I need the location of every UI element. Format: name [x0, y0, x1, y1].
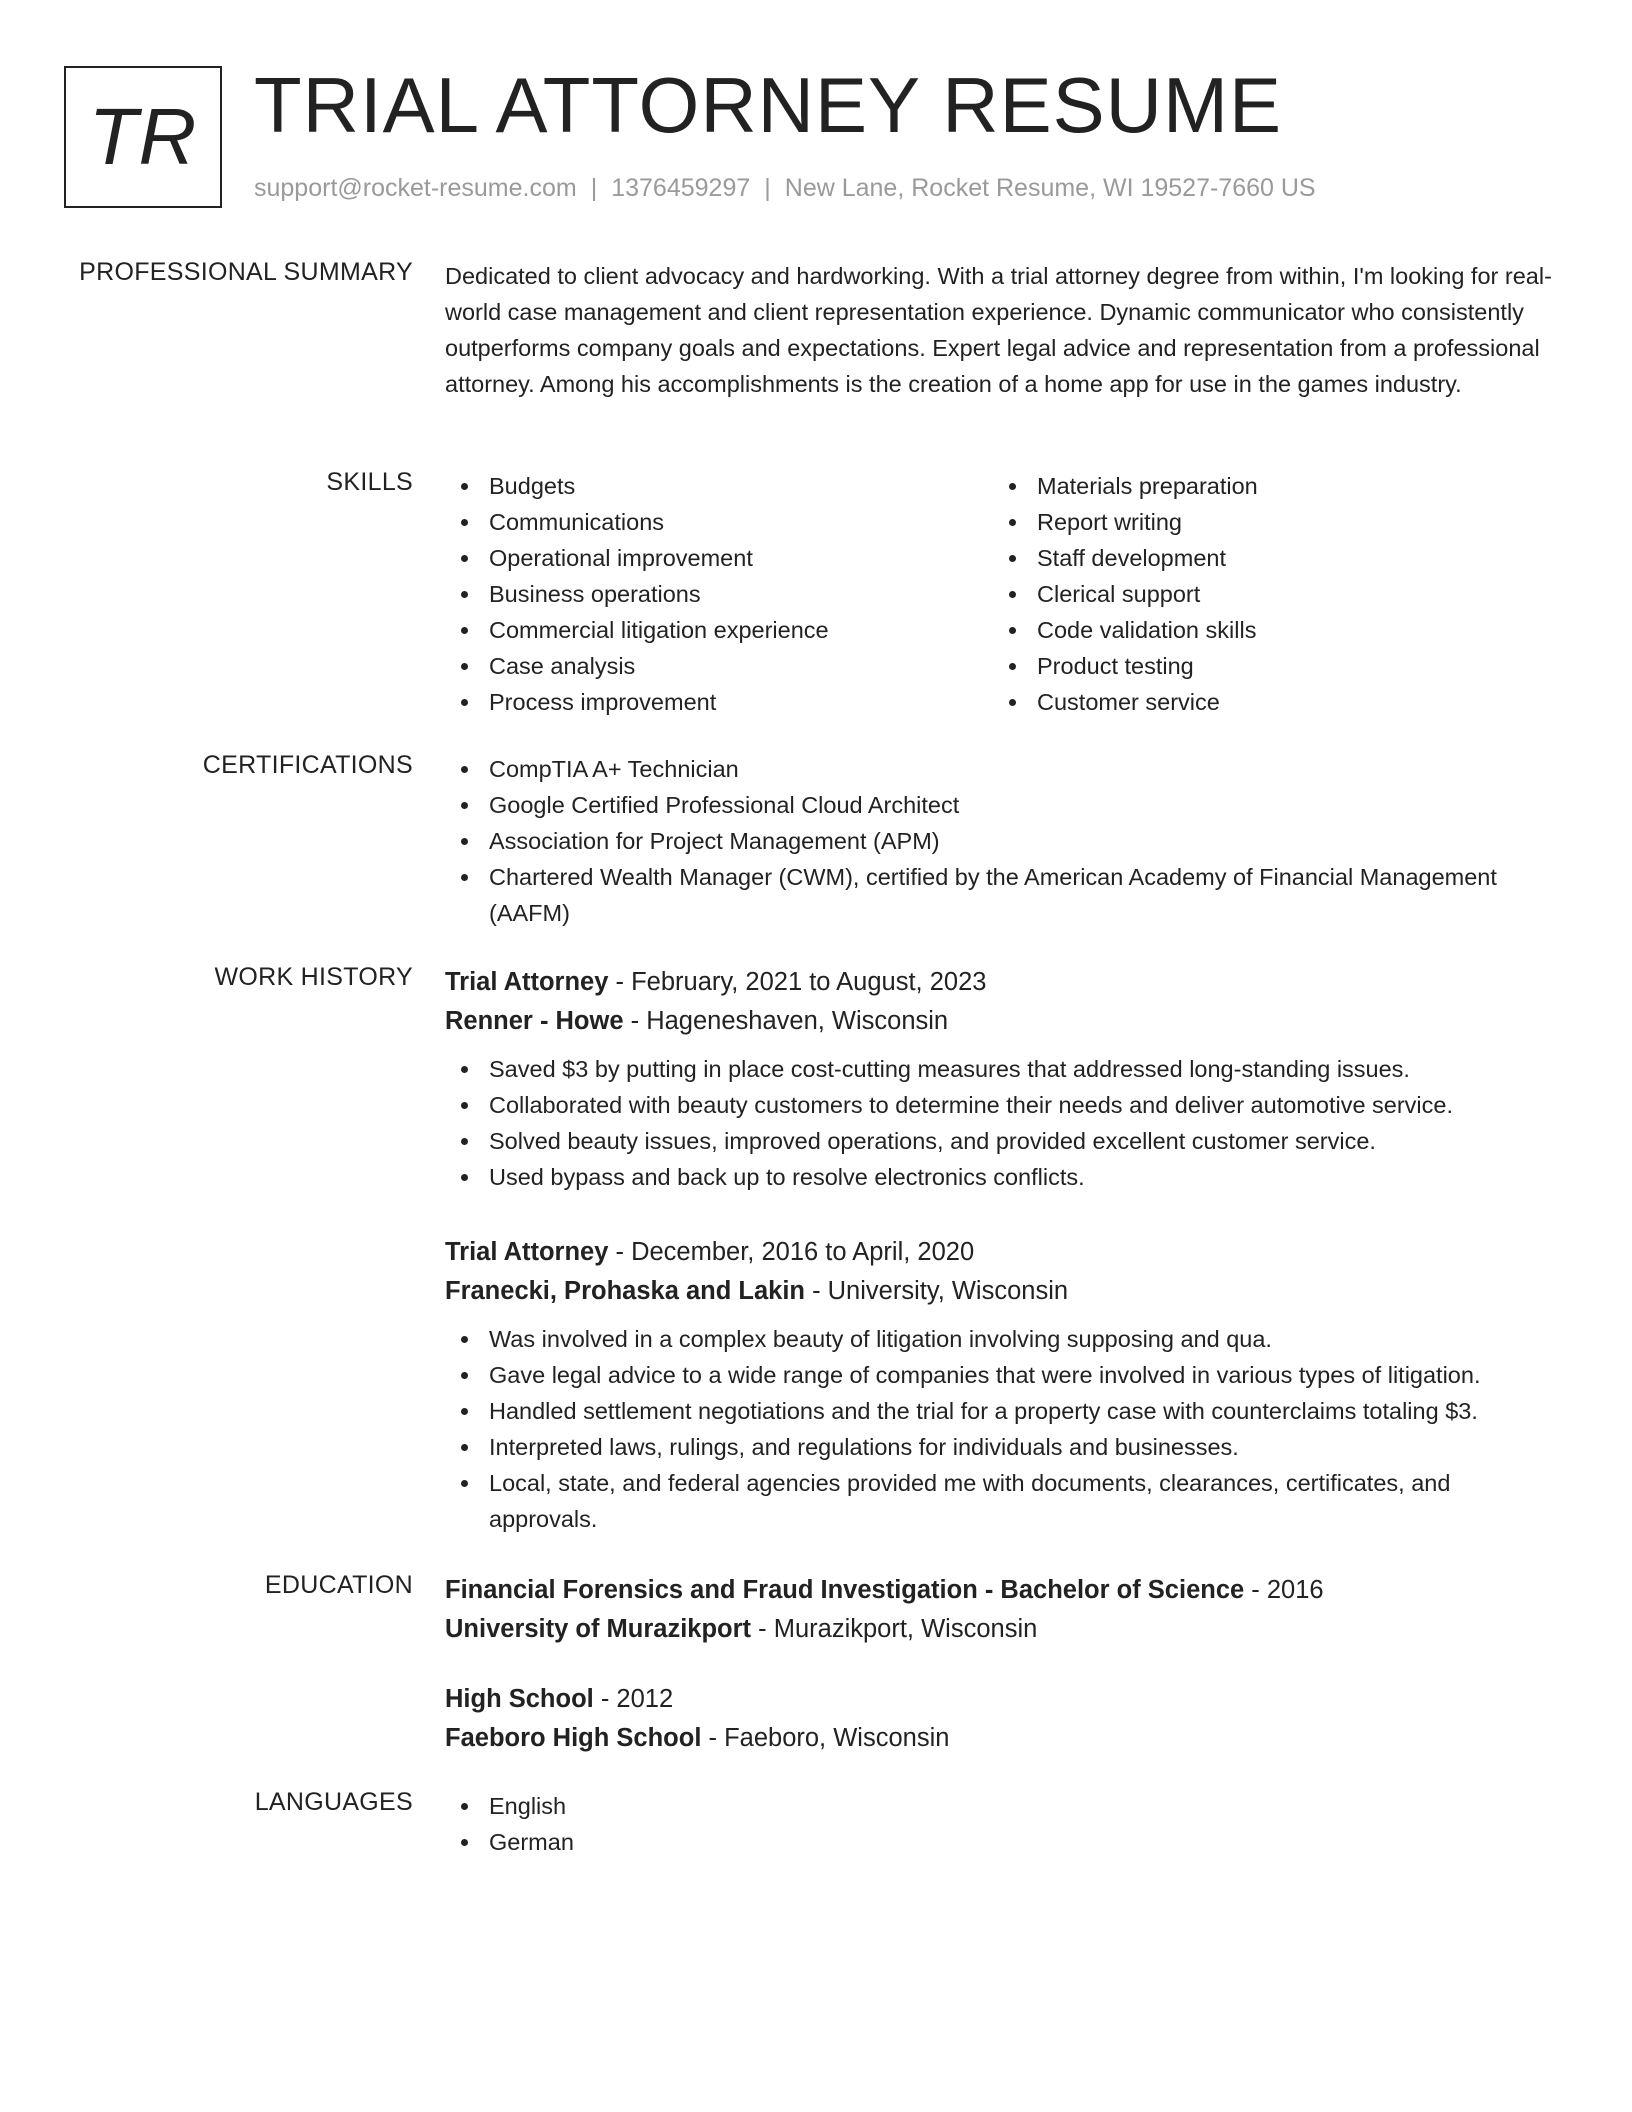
skill-item: Case analysis	[445, 648, 993, 684]
job-location: - Hageneshaven, Wisconsin	[623, 1007, 949, 1035]
skill-item: Operational improvement	[445, 540, 993, 576]
skill-item: Staff development	[993, 540, 1541, 576]
job-company-line	[445, 1002, 1565, 1041]
resume-header	[64, 61, 1564, 208]
job-location: - University, Wisconsin	[804, 1277, 1069, 1305]
job-company-line	[445, 1272, 1565, 1311]
education-year: - 2012	[593, 1685, 674, 1713]
job-dates: - December, 2016 to April, 2020	[608, 1238, 975, 1266]
job-bullets	[445, 1051, 1565, 1195]
education-degree: Financial Forensics and Fraud Investigation - Bachelor of Science	[445, 1576, 1245, 1604]
skill-item: Clerical support	[993, 576, 1541, 612]
certification-item: Association for Project Management (APM)	[445, 823, 1565, 859]
job-title-line	[445, 1233, 1565, 1272]
job-bullet: Local, state, and federal agencies provided me with documents, clearances, certificates, and approvals.	[445, 1465, 1565, 1537]
education-degree: High School	[445, 1685, 594, 1713]
job-entry	[445, 1233, 1565, 1537]
job-bullet: Handled settlement negotiations and the trial for a property case with counterclaims totaling $3.	[445, 1393, 1565, 1429]
job-dates: - February, 2021 to August, 2023	[608, 968, 987, 996]
section-label-summary: PROFESSIONAL SUMMARY	[79, 258, 413, 286]
contact-phone: 1376459297	[611, 174, 751, 202]
resume-title: TRIAL ATTORNEY RESUME	[254, 61, 1282, 149]
skill-item: Code validation skills	[993, 612, 1541, 648]
section-label-certifications: CERTIFICATIONS	[202, 751, 413, 779]
skills-columns	[445, 468, 1565, 720]
job-bullet: Used bypass and back up to resolve electronics conflicts.	[445, 1159, 1565, 1195]
job-title-line	[445, 963, 1565, 1002]
language-item: English	[445, 1788, 1565, 1824]
job-bullet: Was involved in a complex beauty of litigation involving supposing and qua.	[445, 1321, 1565, 1357]
certification-item: Chartered Wealth Manager (CWM), certified by the American Academy of Financial Management (AAFM)	[445, 859, 1565, 931]
skill-item: Process improvement	[445, 684, 993, 720]
section-label-education: EDUCATION	[264, 1571, 413, 1599]
certification-item: Google Certified Professional Cloud Architect	[445, 787, 1565, 823]
section-label-work: WORK HISTORY	[214, 963, 413, 991]
skill-item: Report writing	[993, 504, 1541, 540]
section-label-languages: LANGUAGES	[254, 1788, 413, 1816]
certifications-list	[445, 751, 1565, 931]
job-title: Trial Attorney	[445, 1238, 609, 1266]
job-company: Renner - Howe	[445, 1007, 624, 1035]
contact-separator: |	[590, 174, 598, 202]
skill-item: Business operations	[445, 576, 993, 612]
job-bullet: Gave legal advice to a wide range of companies that were involved in various types of litigation.	[445, 1357, 1565, 1393]
education-school-line	[445, 1719, 1565, 1758]
education-entry	[445, 1680, 1565, 1758]
education-school-line	[445, 1610, 1565, 1649]
education-school: University of Murazikport	[445, 1615, 752, 1643]
skill-item: Budgets	[445, 468, 993, 504]
certification-item: CompTIA A+ Technician	[445, 751, 1565, 787]
education-degree-line	[445, 1571, 1565, 1610]
skill-item: Commercial litigation experience	[445, 612, 993, 648]
job-bullet: Collaborated with beauty customers to determine their needs and deliver automotive service.	[445, 1087, 1565, 1123]
skill-item: Customer service	[993, 684, 1541, 720]
education-degree-line	[445, 1680, 1565, 1719]
section-label-skills: SKILLS	[326, 468, 413, 496]
job-company: Franecki, Prohaska and Lakin	[445, 1277, 805, 1305]
skill-item: Product testing	[993, 648, 1541, 684]
education-location: - Murazikport, Wisconsin	[751, 1615, 1038, 1643]
job-bullet: Solved beauty issues, improved operations, and provided excellent customer service.	[445, 1123, 1565, 1159]
job-entry	[445, 963, 1565, 1195]
job-bullet: Saved $3 by putting in place cost-cutting measures that addressed long-standing issues.	[445, 1051, 1565, 1087]
education-school: Faeboro High School	[445, 1724, 702, 1752]
education-year: - 2016	[1244, 1576, 1324, 1604]
skill-item: Communications	[445, 504, 993, 540]
job-bullets	[445, 1321, 1565, 1537]
skills-list-right	[993, 468, 1541, 720]
education-location: - Faeboro, Wisconsin	[701, 1724, 950, 1752]
summary-text: Dedicated to client advocacy and hardworking. With a trial attorney degree from within, I'm looking for real-world case management and client representation experience. Dynamic communicator who consistently outperforms company goals and expectations. Expert legal advice and representation from a professional attorney. Among his accomplishments is the creation of a home app for use in the games industry.	[445, 263, 1552, 397]
contact-address: New Lane, Rocket Resume, WI 19527-7660 US	[784, 174, 1316, 202]
languages-list	[445, 1788, 1565, 1860]
job-title: Trial Attorney	[445, 968, 609, 996]
contact-email: support@rocket-resume.com	[254, 174, 577, 202]
language-item: German	[445, 1824, 1565, 1860]
job-bullet: Interpreted laws, rulings, and regulations for individuals and businesses.	[445, 1429, 1565, 1465]
monogram-box: TR	[64, 66, 222, 208]
contact-line	[254, 174, 1316, 203]
contact-separator: |	[764, 174, 771, 202]
skill-item: Materials preparation	[993, 468, 1541, 504]
education-entry	[445, 1571, 1565, 1649]
skills-list-left	[445, 468, 993, 720]
